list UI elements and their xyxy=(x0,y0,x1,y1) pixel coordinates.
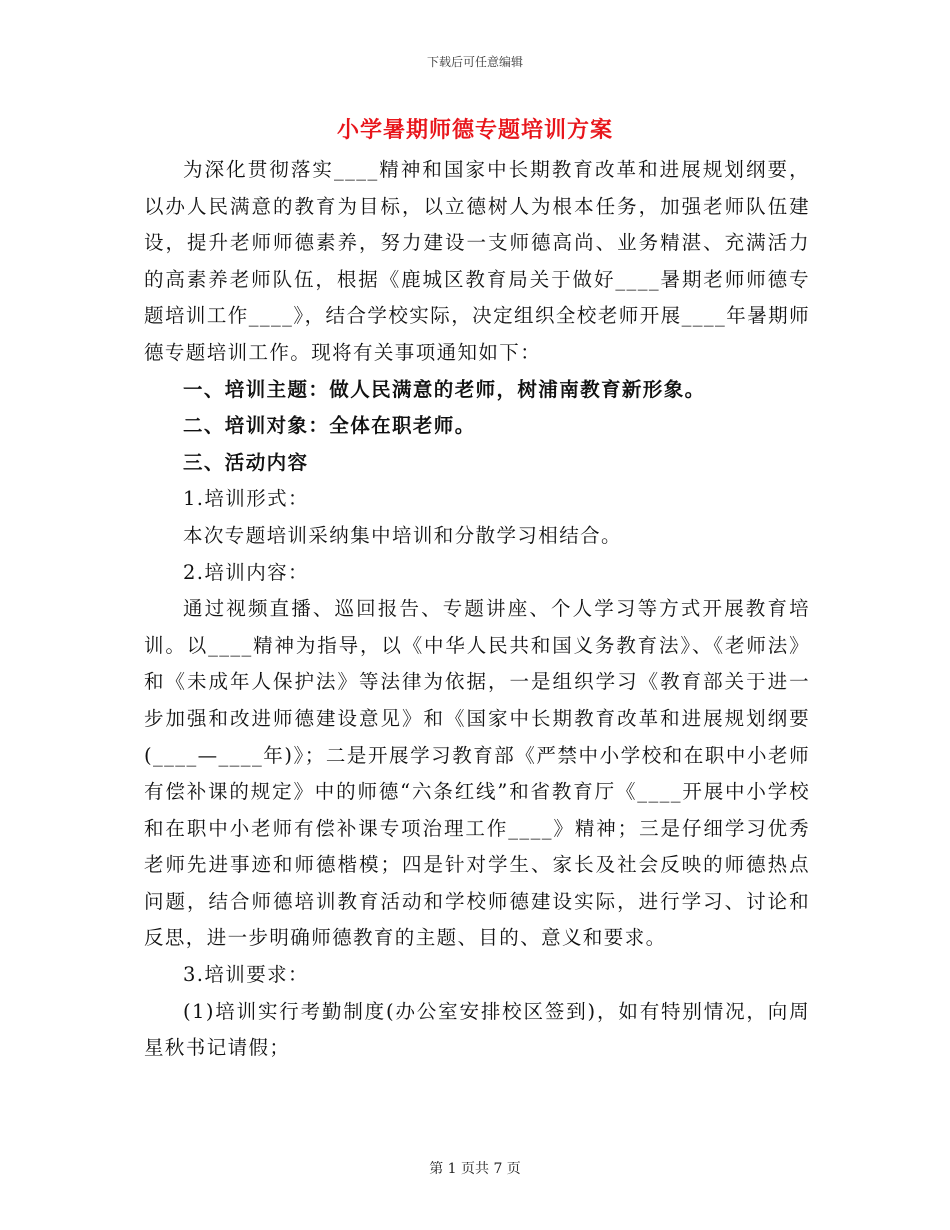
intro-paragraph: 为深化贯彻落实____精神和国家中长期教育改革和进展规划纲要，以办人民满意的教育为目标，以立德树人为根本任务，加强老师队伍建设，提升老师师德素养，努力建设一支师德高尚、业务精湛、充满活力的高素养老师队伍，根据《鹿城区教育局关于做好____暑期老师师德专题培训工作____》，结合学校实际，决定组织全校老师开展____年暑期师德专题培训工作。现将有关事项通知如下： xyxy=(144,158,810,364)
item-1-heading: 1.培训形式： xyxy=(183,487,309,511)
item-3-sub-1: (1)培训实行考勤制度(办公室安排校区签到)，如有特别情况，向周星秋书记请假； xyxy=(144,999,810,1060)
section-2-heading: 二、培训对象：全体在职老师。 xyxy=(183,414,476,438)
section-3-heading: 三、活动内容 xyxy=(183,450,309,474)
header-note: 下载后可任意编辑 xyxy=(426,55,523,69)
section-1-heading: 一、培训主题：做人民满意的老师，树浦南教育新形象。 xyxy=(183,377,706,401)
item-2-text: 通过视频直播、巡回报告、专题讲座、个人学习等方式开展教育培训。以____精神为指导，以《中华人民共和国义务教育法》、《老师法》和《未成年人保护法》等法律为依据，一是组织学习《教育部关于进一步加强和改进师德建设意见》和《国家中长期教育改革和进展规划纲要(____—____年)》；二是开展学习教育部《严禁中小学校和在职中小老师有偿补课的规定》中的师德“六条红线”和省教育厅《____开展中小学校和在职中小老师有偿补课专项治理工作____》精神；三是仔细学习优秀老师先进事迹和师德楷模；四是针对学生、家长及社会反映的师德热点问题，结合师德培训教育活动和学校师德建设实际，进行学习、讨论和反思，进一步明确师德教育的主题、目的、意义和要求。 xyxy=(144,597,810,950)
page-footer: 第 1 页共 7 页 xyxy=(429,1161,521,1177)
item-1-text: 本次专题培训采纳集中培训和分散学习相结合。 xyxy=(183,523,622,547)
item-2-heading: 2.培训内容： xyxy=(183,560,309,584)
document-body xyxy=(144,152,810,1067)
document-title: 小学暑期师德专题培训方案 xyxy=(336,117,613,143)
item-3-heading: 3.培训要求： xyxy=(183,963,309,987)
